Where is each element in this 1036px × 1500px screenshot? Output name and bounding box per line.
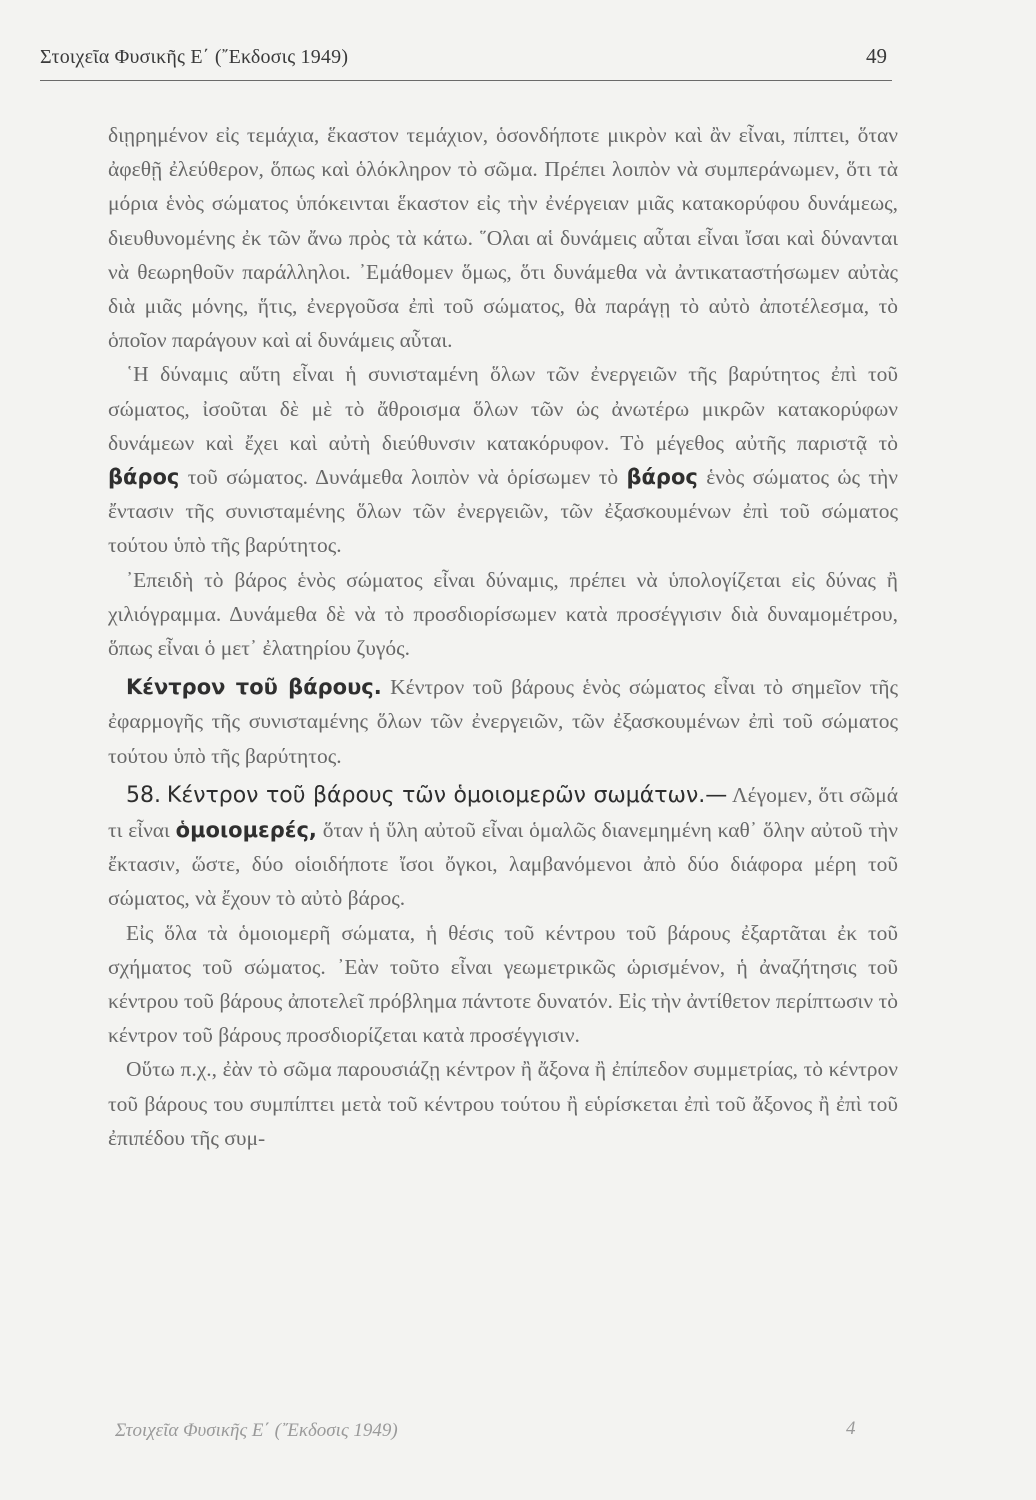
- running-header: [40, 44, 886, 78]
- paragraph-2-text-a: ῾Η δύναμις αὕτη εἶναι ἡ συνισταμένη ὅλων τῶν ἐνεργειῶν τῆς βαρύτητος ἐπὶ τοῦ σώματος, ἰσοῦται δὲ μὲ τὸ ἄθροισμα ὅλων τῶν ὡς ἀνωτέρω μικρῶν κατακορύφων δυνάμεων καὶ ἔχει καὶ αὐτὴ διεύθυνσιν κατακόρυφον. Τὸ μέγεθος αὐτῆς παριστᾷ τὸ: [108, 362, 898, 455]
- footer-signature-number: 4: [846, 1418, 856, 1439]
- term-homoiomeres: ὁμοιομερές,: [175, 818, 317, 843]
- paragraph-2-text-b: τοῦ σώματος. Δυνάμεθα λοιπὸν νὰ ὁρίσωμεν τὸ: [187, 465, 619, 490]
- page-body: [108, 118, 898, 1155]
- paragraph-2: [108, 357, 898, 562]
- section-58-text-a: Λέγομεν, ὅτι σῶμά τι εἶναι: [108, 782, 899, 843]
- paragraph-center-of-gravity: [108, 670, 898, 773]
- header-title: Στοιχεῖα Φυσικῆς Ε΄ (῎Εκδοσις 1949): [40, 46, 349, 68]
- paragraph-7: Οὕτω π.χ., ἐὰν τὸ σῶμα παρουσιάζῃ κέντρον ἢ ἄξονα ἢ ἐπίπεδον συμμετρίας, τὸ κέντρον τοῦ βάρους του συμπίπτει μετὰ τοῦ κέντρου τούτου ἢ εὑρίσκεται ἐπὶ τοῦ ἄξονος ἢ ἐπὶ τοῦ ἐπιπέδου τῆς συμ-: [108, 1057, 898, 1150]
- center-of-gravity-heading: Κέντρον τοῦ βάρους.: [126, 675, 382, 700]
- section-58: [108, 778, 898, 916]
- paragraph-6: Εἰς ὅλα τὰ ὁμοιομερῆ σώματα, ἡ θέσις τοῦ κέντρου τοῦ βάρους ἐξαρτᾶται ἐκ τοῦ σχήματος τοῦ σώματος. ᾿Εὰν τοῦτο εἶναι γεωμετρικῶς ὡρισμένον, ἡ ἀναζήτησις τοῦ κέντρου τοῦ βάρους ἀποτελεῖ πρόβλημα πάντοτε δυνατόν. Εἰς τὴν ἀντίθετον περίπτωσιν τὸ κέντρον τοῦ βάρους προσδιορίζεται κατὰ προσέγγισιν.: [108, 920, 898, 1048]
- header-rule: [40, 80, 892, 81]
- paragraph-2-text-c: ἑνὸς σώματος ὡς τὴν ἔντασιν τῆς συνισταμένης ὅλων τῶν ἐνεργειῶν, τῶν ἐξασκουμένων ἐπὶ τοῦ σώματος τούτου ὑπὸ τῆς βαρύτητος.: [108, 465, 899, 558]
- term-baros-2: βάρος: [626, 465, 698, 490]
- page-number: 49: [866, 44, 887, 68]
- section-58-number: 58.: [126, 782, 161, 808]
- section-58-title: Κέντρον τοῦ βάρους τῶν ὁμοιομερῶν σωμάτων.—: [166, 782, 728, 808]
- paragraph-1: διῃρημένον εἰς τεμάχια, ἕκαστον τεμάχιον, ὁσονδήποτε μικρὸν καὶ ἂν εἶναι, πίπτει, ὅταν ἀφεθῇ ἐλεύθερον, ὅπως καὶ ὁλόκληρον τὸ σῶμα. Πρέπει λοιπὸν νὰ συμπεράνωμεν, ὅτι τὰ μόρια ἑνὸς σώματος ὑπόκεινται ἕκαστον εἰς τὴν ἐνέργειαν μιᾶς κατακορύφου δυνάμεως, διευθυνομένης ἐκ τῶν ἄνω πρὸς τὰ κάτω. ῞Ολαι αἱ δυνάμεις αὗται εἶναι ἴσαι καὶ δύνανται νὰ θεωρηθοῦν παράλληλοι. ᾿Εμάθομεν ὅμως, ὅτι δυνάμεθα νὰ ἀντικαταστήσωμεν αὐτὰς διὰ μιᾶς μόνης, ἥτις, ἐνεργοῦσα ἐπὶ τοῦ σώματος, θὰ παράγῃ τὸ αὐτὸ ἀποτέλεσμα, τὸ ὁποῖον παράγουν καὶ αἱ δυνάμεις αὗται.: [108, 123, 898, 353]
- term-baros-1: βάρος: [108, 465, 180, 490]
- footer-signature-text: Στοιχεῖα Φυσικῆς Ε΄ (῎Εκδοσις 1949): [115, 1420, 398, 1441]
- section-58-text-b: ὅταν ἡ ὕλη αὐτοῦ εἶναι ὁμαλῶς διανεμημένη καθ᾿ ὅλην αὐτοῦ τὴν ἔκτασιν, ὥστε, δύο οἱοιδήποτε ἴσοι ὄγκοι, λαμβανόμενοι ἀπὸ δύο διάφορα μέρη τοῦ σώματος, νὰ ἔχουν τὸ αὐτὸ βάρος.: [108, 818, 898, 911]
- paragraph-3: ᾿Επειδὴ τὸ βάρος ἑνὸς σώματος εἶναι δύναμις, πρέπει νὰ ὑπολογίζεται εἰς δύνας ἢ χιλιόγραμμα. Δυνάμεθα δὲ νὰ τὸ προσδιορίσωμεν κατὰ προσέγγισιν διὰ δυναμομέτρου, ὅπως εἶναι ὁ μετ᾿ ἐλατηρίου ζυγός.: [108, 567, 898, 661]
- center-of-gravity-text: Κέντρον τοῦ βάρους ἑνὸς σώματος εἶναι τὸ σημεῖον τῆς ἐφαρμογῆς τῆς συνισταμένης ὅλων τῶν ἐνεργειῶν, τῶν ἐξασκουμένων ἐπὶ τοῦ σώματος τούτου ὑπὸ τῆς βαρύτητος.: [108, 675, 899, 768]
